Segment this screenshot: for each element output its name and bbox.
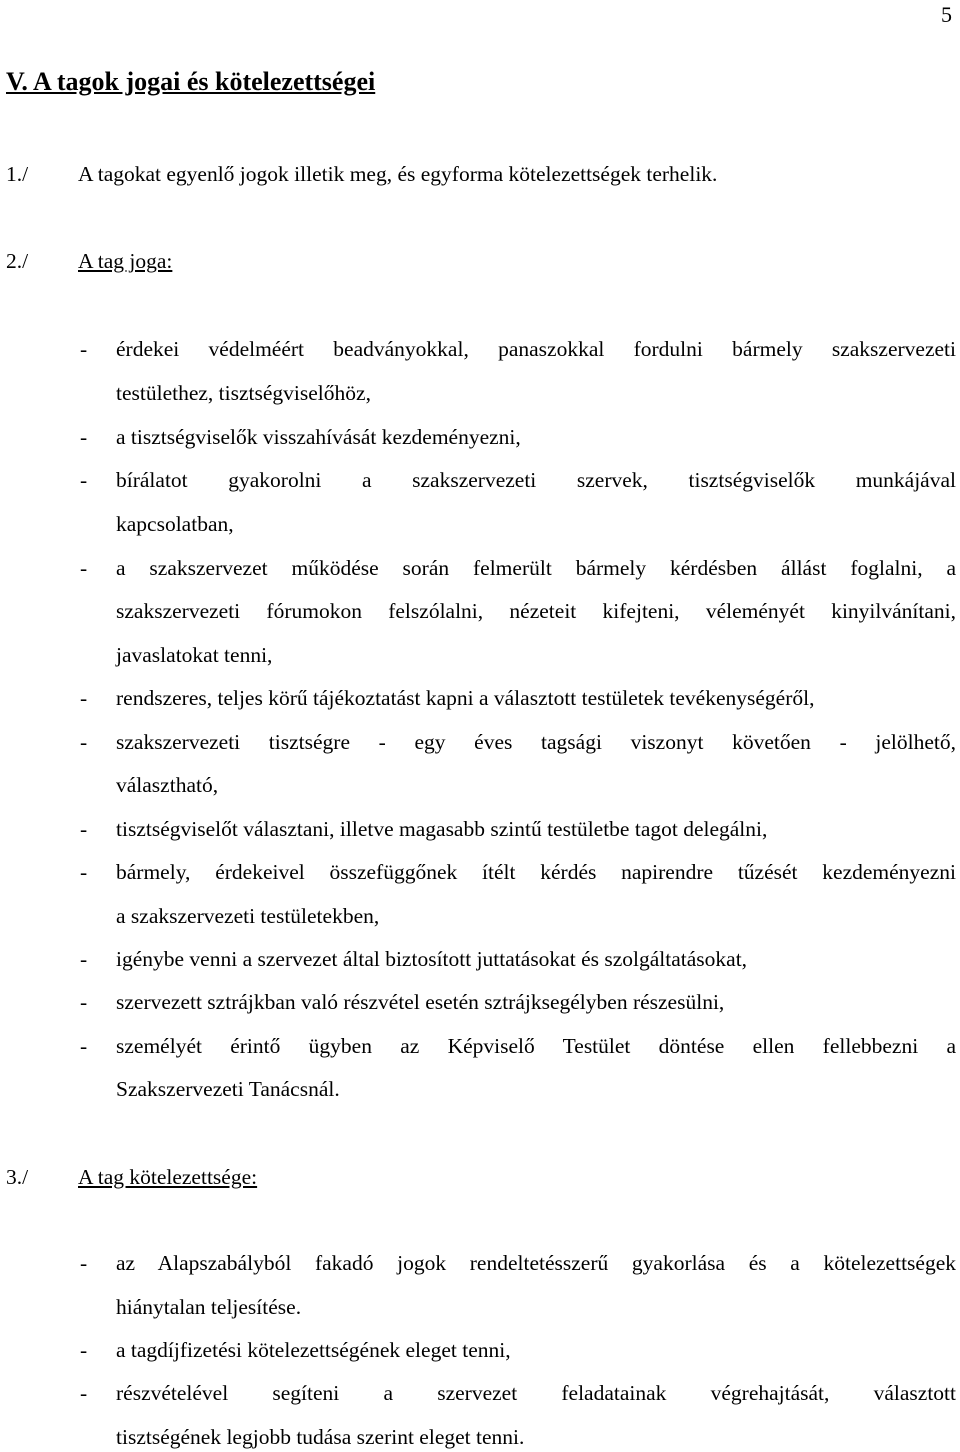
rights-line: bármely, érdekeivel összefüggőnek ítélt kérdés napirendre tűzését kezdeményezni (116, 860, 956, 884)
item3-title: A tag kötelezettsége: (78, 1165, 258, 1189)
item1-number: 1./ (6, 162, 29, 186)
item2-number: 2./ (6, 249, 29, 273)
duties-line: részvételével segíteni a szervezet feladatainak végrehajtását, választott (116, 1381, 956, 1405)
rights-line: a szakszervezeti testületekben, (116, 904, 380, 928)
list-dash: - (80, 1381, 88, 1405)
rights-line: rendszeres, teljes körű tájékoztatást kapni a választott testületek tevékenységéről, (116, 686, 815, 710)
rights-line: a szakszervezet működése során felmerült bármely kérdésben állást foglalni, a (116, 556, 956, 580)
rights-line: testülethez, tisztségviselőhöz, (116, 381, 371, 405)
item3-number: 3./ (6, 1165, 29, 1189)
list-dash: - (80, 817, 88, 841)
list-dash: - (80, 947, 88, 971)
rights-line: tisztségviselőt választani, illetve magasabb szintű testületbe tagot delegálni, (116, 817, 768, 841)
list-dash: - (80, 686, 88, 710)
item2-title: A tag joga: (78, 249, 173, 273)
rights-line: bírálatot gyakorolni a szakszervezeti szervek, tisztségviselők munkájával (116, 468, 956, 492)
list-dash: - (80, 730, 88, 754)
rights-line: választható, (116, 773, 219, 797)
list-dash: - (80, 1034, 88, 1058)
list-dash: - (80, 425, 88, 449)
list-dash: - (80, 1338, 88, 1362)
rights-line: javaslatokat tenni, (116, 643, 273, 667)
rights-line: Szakszervezeti Tanácsnál. (116, 1077, 340, 1101)
duties-line: az Alapszabályból fakadó jogok rendeltetésszerű gyakorlása és a kötelezettségek (116, 1251, 956, 1275)
list-dash: - (80, 860, 88, 884)
list-dash: - (80, 990, 88, 1014)
rights-line: személyét érintő ügyben az Képviselő Testület döntése ellen fellebbezni a (116, 1034, 956, 1058)
list-dash: - (80, 1251, 88, 1275)
rights-line: szakszervezeti fórumokon felszólalni, nézeteit kifejteni, véleményét kinyilvánítani, (116, 599, 956, 623)
list-dash: - (80, 556, 88, 580)
duties-line: hiánytalan teljesítése. (116, 1295, 302, 1319)
item1-text: A tagokat egyenlő jogok illetik meg, és egyforma kötelezettségek terhelik. (78, 162, 718, 186)
rights-line: a tisztségviselők visszahívását kezdeményezni, (116, 425, 521, 449)
section-heading: V. A tagok jogai és kötelezettségei (6, 67, 376, 96)
duties-line: tisztségének legjobb tudása szerint eleget tenni. (116, 1425, 525, 1449)
rights-line: érdekei védelméért beadványokkal, panaszokkal fordulni bármely szakszervezeti (116, 337, 956, 361)
rights-line: kapcsolatban, (116, 512, 234, 536)
page-number: 5 (941, 2, 952, 27)
rights-line: szakszervezeti tisztségre - egy éves tagsági viszonyt követően - jelölhető, (116, 730, 956, 754)
rights-line: igénybe venni a szervezet által biztosított juttatásokat és szolgáltatásokat, (116, 947, 748, 971)
rights-line: szervezett sztrájkban való részvétel esetén sztrájksegélyben részesülni, (116, 990, 725, 1014)
list-dash: - (80, 468, 88, 492)
list-dash: - (80, 337, 88, 361)
duties-line: a tagdíjfizetési kötelezettségének eleget tenni, (116, 1338, 511, 1362)
